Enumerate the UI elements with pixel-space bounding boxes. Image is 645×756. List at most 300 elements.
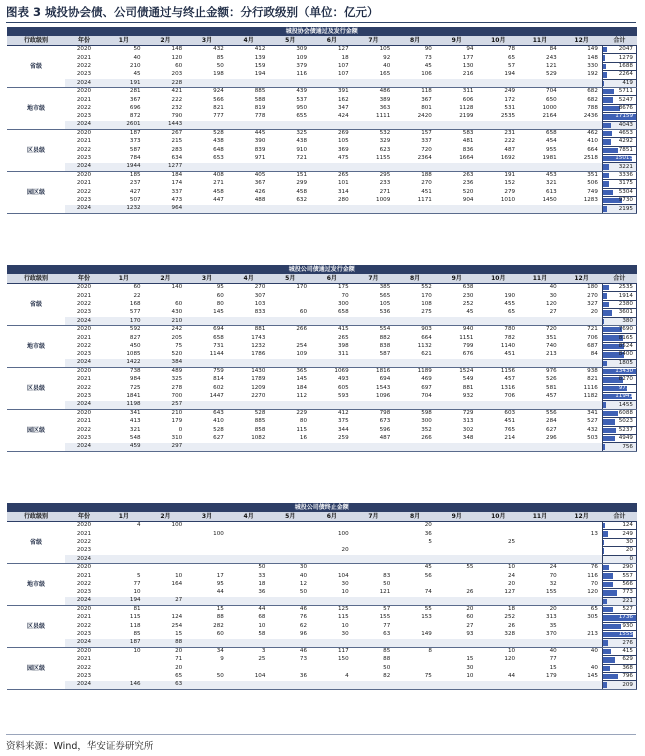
month-cell: 76 [299, 614, 308, 621]
month-cell: 191 [504, 172, 516, 179]
month-cell [103, 563, 145, 571]
month-cell: 1277 [145, 163, 187, 171]
month-cell: 373 [129, 138, 141, 145]
month-cell: 836 [462, 146, 474, 153]
month-cell: 682 [587, 96, 598, 103]
total-cell [602, 538, 636, 546]
month-cell: 2270 [251, 393, 266, 400]
total-data-bar [603, 599, 607, 604]
month-cell: 26 [466, 589, 474, 596]
month-cell: 149 [421, 631, 432, 638]
month-cell [103, 547, 145, 555]
month-cell: 872 [129, 113, 141, 120]
total-cell [602, 631, 636, 639]
month-cell: 15 [549, 664, 557, 671]
table-row [7, 129, 637, 137]
month-cell: 40 [383, 62, 391, 69]
table-row [7, 681, 637, 689]
total-value: 8676 [618, 104, 633, 111]
year-cell: 2023 [76, 631, 92, 638]
month-cell: 1009 [376, 197, 391, 204]
total-cell [602, 205, 636, 213]
month-cell: 80 [216, 300, 224, 307]
month-cell: 430 [171, 309, 183, 316]
month-cell: 30 [299, 564, 308, 571]
month-cell [519, 597, 561, 605]
month-cell: 1816 [376, 368, 391, 375]
month-cell: 910 [296, 146, 308, 153]
month-cell: 179 [546, 673, 557, 680]
year-cell: 2021 [76, 292, 92, 299]
month-cell [145, 530, 187, 538]
month-cell: 203 [171, 71, 183, 78]
month-cell: 1430 [251, 368, 266, 375]
month-cell: 1010 [500, 197, 516, 204]
month-cell: 90 [424, 46, 432, 53]
total-value: 4949 [618, 435, 633, 442]
month-cell: 80 [299, 418, 308, 425]
month-cell: 60 [175, 62, 183, 69]
month-cell: 284 [546, 418, 557, 425]
table-row [7, 309, 637, 317]
source-note: 资料来源：Wind，华安证券研究所 [6, 741, 154, 752]
month-cell [436, 121, 478, 129]
month-cell: 2535 [500, 113, 516, 120]
month-cell: 295 [379, 172, 391, 179]
month-cell: 581 [546, 384, 557, 391]
month-cell [394, 580, 436, 588]
month-cell [186, 563, 228, 571]
month-cell: 964 [145, 205, 187, 213]
total-data-bar [603, 148, 618, 153]
month-cell [436, 647, 478, 655]
month-cell: 1447 [209, 393, 224, 400]
month-cell: 177 [462, 54, 474, 61]
month-cell: 638 [462, 284, 474, 291]
month-cell: 481 [462, 138, 474, 145]
month-cell: 112 [296, 393, 308, 400]
month-cell: 117 [337, 648, 349, 655]
total-value: 249 [622, 530, 633, 537]
month-cell: 24 [549, 564, 557, 571]
month-cell: 527 [587, 418, 598, 425]
month-cell: 451 [421, 188, 432, 195]
month-cell: 759 [213, 368, 224, 375]
total-value: 1555 [618, 631, 633, 638]
month-cell: 184 [296, 384, 308, 391]
total-value: 7851 [618, 146, 633, 153]
total-value: 419 [622, 79, 633, 86]
total-value: 368 [622, 664, 633, 671]
region-label: 园区级 [7, 409, 65, 451]
month-cell: 2436 [583, 113, 598, 120]
month-cell: 328 [504, 631, 516, 638]
total-data-bar [603, 47, 607, 52]
month-cell: 231 [504, 130, 516, 137]
month-cell [311, 205, 353, 213]
month-cell: 60 [466, 614, 474, 621]
month-cell: 738 [129, 368, 141, 375]
month-cell: 120 [587, 589, 598, 596]
month-cell [436, 79, 478, 87]
header-month: 7月 [353, 274, 395, 284]
month-cell [311, 359, 353, 367]
month-cell: 65 [175, 673, 183, 680]
month-cell: 313 [546, 614, 557, 621]
month-cell: 230 [462, 292, 474, 299]
month-cell [228, 639, 270, 647]
month-cell: 101 [337, 180, 349, 187]
header-month: 10月 [477, 274, 519, 284]
month-cell: 30 [341, 580, 349, 587]
month-cell: 313 [462, 418, 474, 425]
month-cell: 213 [587, 631, 598, 638]
month-cell: 105 [379, 300, 391, 307]
month-cell: 127 [337, 46, 349, 53]
total-cell [602, 188, 636, 196]
month-cell: 643 [213, 410, 224, 417]
month-cell: 198 [213, 71, 224, 78]
month-cell [186, 79, 228, 87]
table-row [7, 104, 637, 112]
month-cell: 424 [337, 113, 349, 120]
month-cell: 1543 [376, 384, 391, 391]
month-cell: 170 [103, 317, 145, 325]
month-cell: 12 [299, 580, 308, 587]
month-cell: 469 [421, 376, 432, 383]
figure-title: 图表 3 城投协会债、公司债通过与终止金额：分行政级别（单位：亿元） [6, 5, 379, 19]
month-cell [477, 597, 519, 605]
month-cell [145, 538, 187, 546]
month-cell: 341 [129, 410, 141, 417]
title-rule [6, 22, 636, 23]
month-cell: 549 [462, 376, 474, 383]
month-cell: 2518 [583, 155, 598, 162]
year-cell: 2022 [76, 622, 92, 629]
month-cell: 627 [546, 426, 557, 433]
month-cell [186, 681, 228, 689]
month-cell: 188 [421, 172, 432, 179]
total-value: 1914 [618, 292, 633, 299]
month-cell: 704 [421, 393, 432, 400]
month-cell: 20 [590, 309, 598, 316]
total-cell [602, 647, 636, 655]
month-cell: 526 [546, 376, 557, 383]
month-cell: 1096 [376, 393, 391, 400]
month-cell: 191 [103, 79, 145, 87]
year-cell: 2020 [76, 410, 92, 417]
header-month: 10月 [477, 512, 519, 522]
month-cell: 1232 [251, 342, 266, 349]
month-cell: 139 [254, 54, 266, 61]
month-cell: 281 [129, 88, 141, 95]
month-cell [186, 401, 228, 409]
month-cell [311, 563, 353, 571]
total-value: 380 [622, 317, 633, 324]
month-cell: 311 [337, 351, 349, 358]
year-cell: 2020 [76, 46, 92, 53]
month-cell: 838 [379, 342, 391, 349]
header-month: 6月 [311, 36, 353, 46]
month-cell: 4 [345, 673, 349, 680]
month-cell: 65 [590, 606, 598, 613]
month-cell [186, 121, 228, 129]
year-cell: 2024 [65, 317, 103, 325]
month-cell: 56 [424, 572, 432, 579]
month-cell: 819 [254, 104, 266, 111]
month-cell [353, 547, 395, 555]
month-cell [145, 547, 187, 555]
month-cell: 20 [549, 606, 557, 613]
month-cell: 174 [171, 180, 183, 187]
month-cell [436, 547, 478, 555]
month-cell [394, 622, 436, 630]
month-cell [477, 443, 519, 451]
month-cell [561, 443, 603, 451]
month-cell: 282 [213, 622, 224, 629]
total-cell [602, 292, 636, 300]
month-cell [228, 530, 270, 538]
month-cell [103, 656, 145, 664]
month-cell: 88 [216, 614, 224, 621]
month-cell [228, 597, 270, 605]
month-cell: 116 [587, 572, 598, 579]
month-cell: 370 [546, 631, 557, 638]
total-data-bar [603, 523, 605, 528]
total-cell [602, 359, 636, 367]
total-value: 796 [622, 673, 633, 680]
header-month: 2月 [145, 274, 187, 284]
month-cell [394, 121, 436, 129]
month-cell [353, 401, 395, 409]
header-month: 11月 [519, 512, 561, 522]
month-cell [311, 597, 353, 605]
month-cell: 459 [103, 443, 145, 451]
region-label: 省级 [7, 46, 65, 88]
month-cell: 587 [379, 351, 391, 358]
month-cell [353, 681, 395, 689]
year-cell: 2023 [76, 155, 92, 162]
month-cell [436, 317, 478, 325]
month-cell: 528 [213, 130, 224, 137]
total-value: 2535 [618, 284, 633, 291]
month-cell: 532 [379, 130, 391, 137]
month-cell [311, 639, 353, 647]
total-cell [602, 104, 636, 112]
month-cell [311, 443, 353, 451]
month-cell: 229 [296, 410, 308, 417]
month-cell: 976 [546, 368, 557, 375]
total-data-bar [603, 55, 605, 60]
month-cell: 279 [504, 188, 516, 195]
month-cell [436, 522, 478, 530]
month-cell: 296 [546, 435, 557, 442]
month-cell: 33 [258, 572, 266, 579]
month-cell: 687 [587, 342, 598, 349]
month-cell: 100 [213, 530, 224, 537]
month-cell: 40 [549, 648, 557, 655]
month-cell [186, 538, 228, 546]
month-cell: 1085 [126, 351, 141, 358]
total-cell [602, 589, 636, 597]
total-value: 2380 [618, 300, 633, 307]
month-cell: 36 [258, 589, 266, 596]
total-cell [602, 673, 636, 681]
table-row [7, 96, 637, 104]
total-value: 5237 [618, 426, 633, 433]
header-month: 4月 [228, 512, 270, 522]
month-cell: 412 [254, 46, 266, 53]
month-cell [228, 79, 270, 87]
total-data-bar [603, 607, 613, 612]
month-cell: 222 [171, 96, 183, 103]
month-cell [519, 547, 561, 555]
month-cell: 10 [341, 622, 349, 629]
month-cell [477, 530, 519, 538]
month-cell: 503 [587, 435, 598, 442]
month-cell: 427 [129, 188, 141, 195]
month-cell [436, 597, 478, 605]
month-cell [394, 317, 436, 325]
month-cell [186, 163, 228, 171]
total-data-bar [603, 173, 609, 178]
region-label: 省级 [7, 522, 65, 564]
total-cell [602, 79, 636, 87]
month-cell: 799 [462, 342, 474, 349]
month-cell: 130 [462, 62, 474, 69]
month-cell: 155 [379, 614, 391, 621]
month-cell [186, 639, 228, 647]
month-cell: 694 [213, 326, 224, 333]
table-row [7, 163, 637, 171]
total-value: 930 [622, 622, 633, 629]
month-cell: 1944 [103, 163, 145, 171]
month-cell [311, 401, 353, 409]
table-row [7, 418, 637, 426]
month-cell: 81 [133, 606, 141, 613]
total-cell [602, 530, 636, 538]
table-row [7, 401, 637, 409]
month-cell [394, 639, 436, 647]
table-row [7, 435, 637, 443]
month-cell: 15 [216, 606, 224, 613]
month-cell: 84 [590, 351, 598, 358]
month-cell: 587 [129, 146, 141, 153]
month-cell [561, 163, 603, 171]
total-value: 7690 [618, 326, 633, 333]
month-cell [477, 639, 519, 647]
month-cell: 270 [254, 284, 266, 291]
month-cell: 648 [213, 146, 224, 153]
region-label: 园区级 [7, 647, 65, 689]
month-cell: 15 [175, 631, 183, 638]
month-cell: 1450 [542, 197, 557, 204]
total-value: 8165 [618, 334, 633, 341]
month-cell: 457 [546, 393, 557, 400]
table-row [7, 87, 637, 95]
month-cell: 259 [337, 435, 349, 442]
month-cell [394, 597, 436, 605]
month-cell: 426 [254, 188, 266, 195]
month-cell: 270 [421, 180, 432, 187]
month-cell: 664 [587, 146, 598, 153]
month-cell: 882 [379, 334, 391, 341]
header-region: 行政级别 [7, 512, 65, 522]
month-cell: 391 [337, 88, 349, 95]
month-cell: 106 [421, 71, 432, 78]
month-cell: 365 [296, 368, 308, 375]
month-cell: 121 [379, 589, 391, 596]
month-cell: 210 [171, 410, 183, 417]
month-cell: 269 [337, 130, 349, 137]
table-row [7, 664, 637, 672]
year-cell: 2023 [76, 71, 92, 78]
header-month: 2月 [145, 36, 187, 46]
table-row [7, 580, 637, 588]
month-cell [353, 443, 395, 451]
year-cell: 2023 [76, 589, 92, 596]
month-cell: 598 [421, 410, 432, 417]
month-cell: 15 [466, 656, 474, 663]
total-cell [602, 342, 636, 350]
month-cell [436, 580, 478, 588]
total-value: 756 [622, 443, 633, 450]
month-cell: 85 [216, 54, 224, 61]
year-cell: 2020 [76, 522, 92, 529]
month-cell: 121 [546, 62, 557, 69]
month-cell: 321 [546, 180, 557, 187]
month-cell [186, 443, 228, 451]
month-cell [269, 639, 311, 647]
month-cell: 1156 [500, 368, 516, 375]
month-cell: 265 [337, 172, 349, 179]
year-cell: 2024 [65, 401, 103, 409]
total-data-bar [603, 361, 607, 366]
total-value: 5304 [618, 188, 633, 195]
month-cell: 390 [254, 138, 266, 145]
month-cell: 493 [337, 376, 349, 383]
month-cell [519, 401, 561, 409]
total-data-bar [603, 565, 609, 570]
year-cell: 2020 [76, 284, 92, 291]
month-cell: 84 [549, 46, 557, 53]
month-cell: 265 [337, 334, 349, 341]
month-cell: 185 [129, 172, 141, 179]
month-cell: 50 [383, 664, 391, 671]
month-cell [561, 597, 603, 605]
total-cell [602, 664, 636, 672]
total-cell [602, 351, 636, 359]
table-company-bond-approved [7, 265, 637, 452]
month-cell: 32 [549, 580, 557, 587]
month-cell: 385 [379, 284, 391, 291]
month-cell: 605 [337, 384, 349, 391]
month-cell [477, 664, 519, 672]
month-cell: 1316 [500, 384, 516, 391]
table-row [7, 367, 637, 375]
total-data-bar [603, 531, 608, 536]
month-cell: 410 [587, 138, 598, 145]
month-cell: 164 [171, 580, 183, 587]
total-data-bar [603, 590, 618, 595]
table-row [7, 54, 637, 62]
month-cell: 1981 [542, 155, 557, 162]
header-row [7, 512, 637, 522]
total-value: 15013 [615, 155, 633, 162]
month-cell: 798 [379, 410, 391, 417]
month-cell [186, 555, 228, 563]
month-cell: 57 [383, 606, 391, 613]
